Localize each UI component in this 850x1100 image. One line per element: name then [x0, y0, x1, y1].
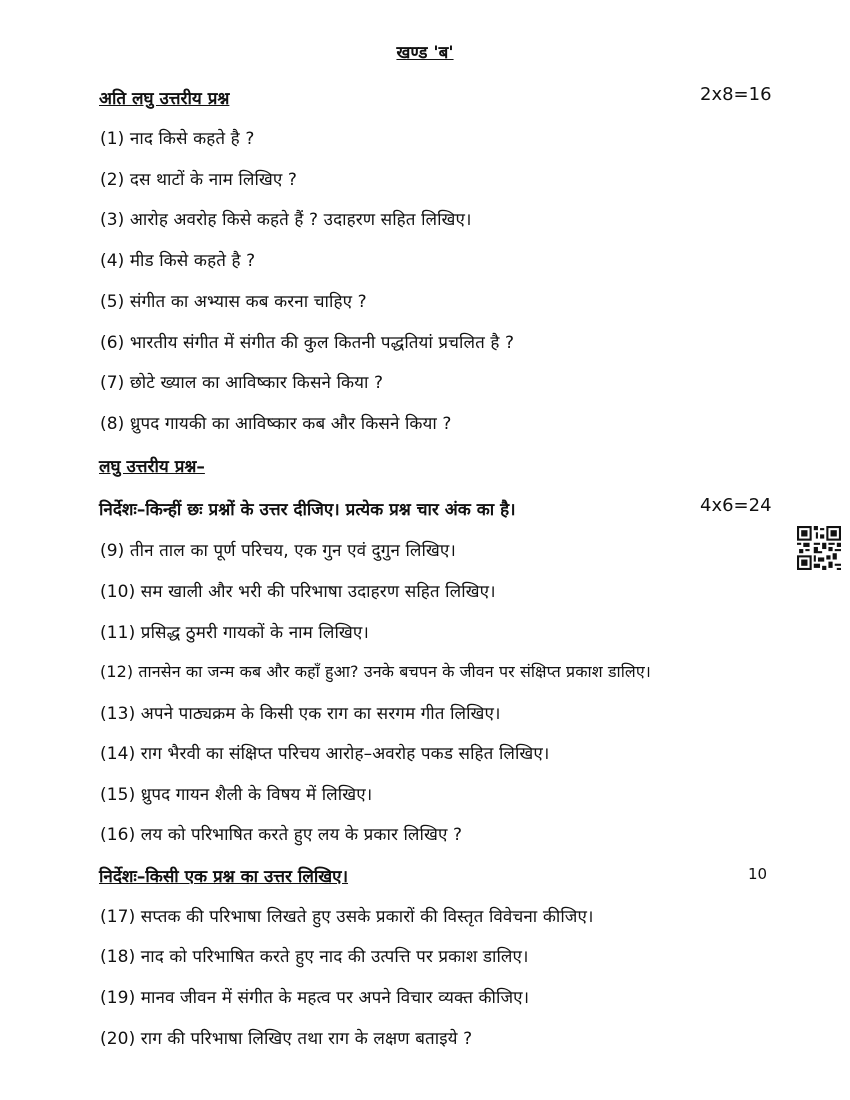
question-15: (15) ध्रुपद गायन शैली के विषय में लिखिए। — [100, 785, 373, 805]
qr-code-icon — [797, 526, 841, 570]
question-11: (11) प्रसिद्ध ठुमरी गायकों के नाम लिखिए। — [100, 623, 369, 643]
question-4: (4) मीड किसे कहते है ? — [100, 251, 256, 271]
short-instruction: निर्देशः–किन्हीं छः प्रश्नों के उत्तर दीजिए। प्रत्येक प्रश्न चार अंक का है। — [99, 500, 516, 520]
question-5: (5) संगीत का अभ्यास कब करना चाहिए ? — [100, 292, 367, 312]
question-2: (2) दस थाटों के नाम लिखिए ? — [100, 170, 297, 190]
question-10: (10) सम खाली और भरी की परिभाषा उदाहरण सहित लिखिए। — [100, 582, 496, 602]
long-instruction: निर्देशः–किसी एक प्रश्न का उत्तर लिखिए। — [99, 867, 349, 887]
question-12: (12) तानसेन का जन्म कब और कहाँ हुआ? उनके बचपन के जीवन पर संक्षिप्त प्रकाश डालिए। — [100, 662, 651, 681]
question-18: (18) नाद को परिभाषित करते हुए नाद की उत्पत्ति पर प्रकाश डालिए। — [100, 947, 529, 967]
question-3: (3) आरोह अवरोह किसे कहते हैं ? उदाहरण सहित लिखिए। — [100, 210, 472, 230]
section-title-text: खण्ड 'ब' — [396, 43, 454, 63]
question-6: (6) भारतीय संगीत में संगीत की कुल कितनी पद्धतियां प्रचलित है ? — [100, 333, 515, 353]
question-17: (17) सप्तक की परिभाषा लिखते हुए उसके प्रकारों की विस्तृत विवेचना कीजिए। — [100, 907, 594, 927]
question-7: (7) छोटे ख्याल का आविष्कार किसने किया ? — [100, 373, 384, 393]
short-heading: लघु उत्तरीय प्रश्न– — [99, 457, 205, 477]
question-1: (1) नाद किसे कहते है ? — [100, 129, 255, 149]
short-marks: 4x6=24 — [700, 495, 772, 516]
question-20: (20) राग की परिभाषा लिखिए तथा राग के लक्षण बताइये ? — [100, 1029, 473, 1049]
question-19: (19) मानव जीवन में संगीत के महत्व पर अपने विचार व्यक्त कीजिए। — [100, 988, 530, 1008]
very-short-marks: 2x8=16 — [700, 84, 772, 105]
question-8: (8) ध्रुपद गायकी का आविष्कार कब और किसने किया ? — [100, 414, 452, 434]
long-marks: 10 — [748, 865, 768, 883]
section-title — [0, 40, 850, 63]
question-9: (9) तीन ताल का पूर्ण परिचय, एक गुन एवं दुगुन लिखिए। — [100, 541, 456, 561]
question-16: (16) लय को परिभाषित करते हुए लय के प्रकार लिखिए ? — [100, 825, 463, 845]
question-14: (14) राग भैरवी का संक्षिप्त परिचय आरोह–अवरोह पकड सहित लिखिए। — [100, 744, 550, 764]
very-short-heading: अति लघु उत्तरीय प्रश्न — [99, 89, 230, 109]
question-13: (13) अपने पाठ्यक्रम के किसी एक राग का सरगम गीत लिखिए। — [100, 704, 501, 724]
